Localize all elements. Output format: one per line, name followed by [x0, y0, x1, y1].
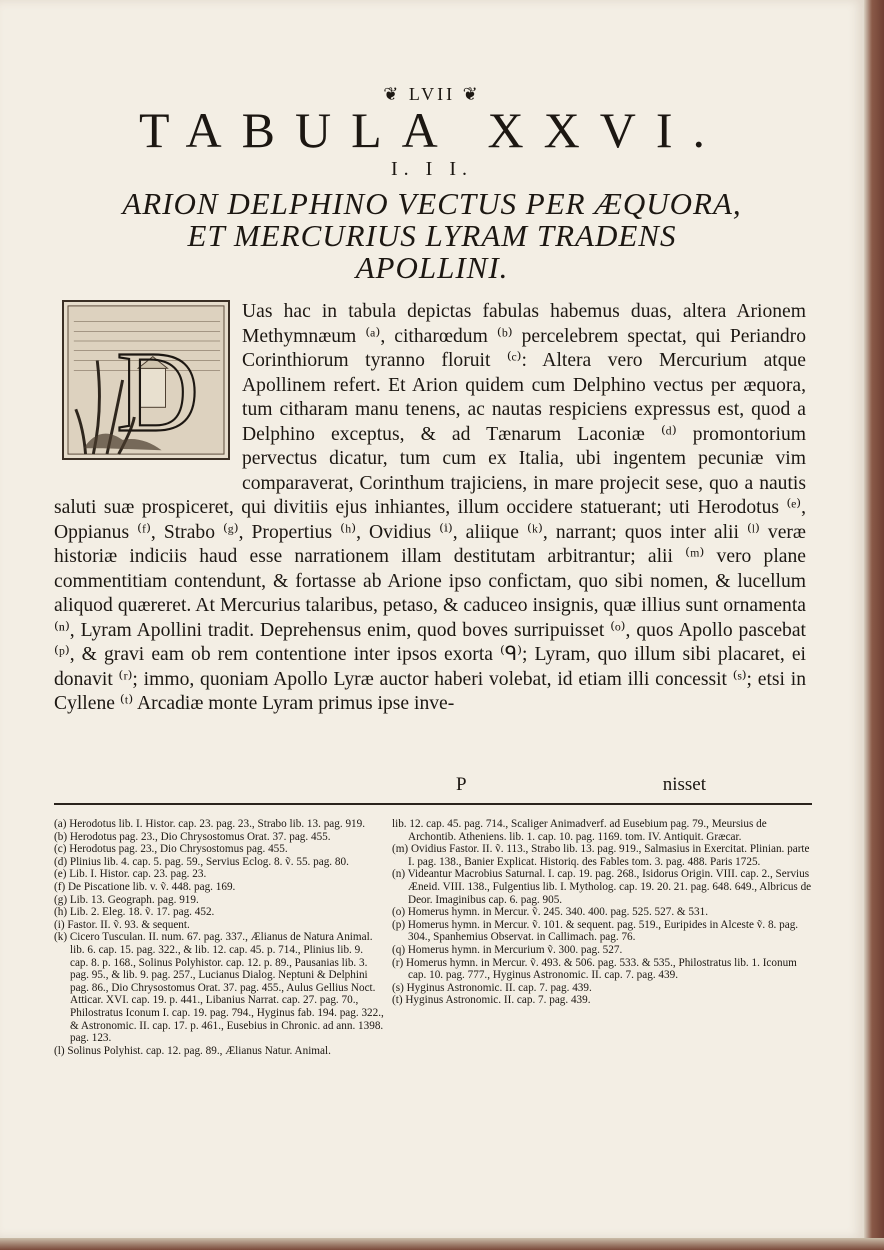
page-title: TABULA XXVI.: [139, 102, 725, 158]
body-paragraph: Uas hac in tabula depictas fabulas habemus duas, altera Arionem Methymnæum ⁽ᵃ⁾, citharœdum ⁽ᵇ⁾ percelebrem spectat, qui Periandro Corinthiorum tyranno floruit ⁽ᶜ⁾: Altera vero Mercurium atque Apollinem refert. Et Arion quidem cum Delphino vectus per æquora, tum citharam manu tenens, ac nautas respiciens expressus est, quod a Delphino exceptus, & ad Tænarum Laconiæ ⁽ᵈ⁾ promontorium pervectus dicatur, tum cum ex Italia, ubi ingentem pecuniæ vim comparaverat, Corinthum trajiciens, in mare projecit sese, quo a nautis saluti suæ prospiceret, qui divitiis ejus inhiantes, illum occidere statuerant; uti Herodotus ⁽ᵉ⁾, Oppianus ⁽ᶠ⁾, Strabo ⁽ᵍ⁾, Propertius ⁽ʰ⁾, Ovidius ⁽ⁱ⁾, aliique ⁽ᵏ⁾, narrant; quos inter alii ⁽ˡ⁾ veræ historiæ indiciis haud esse narrationem illam destitutam arbitrantur; alii ⁽ᵐ⁾ vero plane commentitiam contendunt, & fortasse ab Arione ipso confictam, quo sibi nomen, & lucellum aliquod quæreret. At Mercurius talaribus, petaso, & caduceo insignis, quæ illius sunt ornamenta ⁽ⁿ⁾, Lyram Apollini tradit. Deprehensus enim, quod boves surripuisset ⁽ᵒ⁾, quos Apollo pascebat ⁽ᵖ⁾, & gravi eam ob rem contentione inter ipsos exorta ⁽ᑫ⁾; Lyram, quo illum sibi placaret, ei donavit ⁽ʳ⁾; immo, quoniam Apollo Lyræ auctor haberi volebat, id etiam illi concessit ⁽ˢ⁾; etsi in Cyllene ⁽ᵗ⁾ Arcadiæ monte Lyram primus ipse inve-: [54, 301, 806, 714]
footnote: (m) Ovidius Fastor. II. ṽ. 113., Strabo lib. 13. pag. 919., Salmasius in Exercitat. Plinian. parte I. pag. 138., Banier Explicat. Historiq. des Fables tom. 3. pag. 488. Paris 1725.: [392, 843, 810, 868]
footnote: (c) Herodotus pag. 23., Dio Chrysostomus pag. 455.: [54, 843, 288, 856]
footnote: (k) Cicero Tusculan. II. num. 67. pag. 337., Ælianus de Natura Animal. lib. 6. cap. 15. pag. 322., & lib. 12. cap. 45. p. 714., Plinius lib. 9. cap. 8. p. 168., Solinus Polyhistor. cap. 12. p. 89., Pausanias lib. 3. pag. 95., & lib. 9. pag. 257., Lucianus Dialog. Neptuni & Delphini pag. 86., Dio Chrysostomus Orat. 37. pag. 455., Aulus Gellius Noct. Atticar. XVI. cap. 19. p. 441., Libanius Narrat. cap. 27. pag. 70., Philostratus Iconum I. cap. 19. pag. 794., Hyginus fab. 194. pag. 322., & Astronomic. II. cap. 17. p. 461., Eusebius in Chronic. ad ann. 1398. pag. 123.: [54, 931, 384, 1045]
footnote: (q) Homerus hymn. in Mercurium ṽ. 300. pag. 527.: [392, 943, 623, 956]
footnote: (n) Videantur Macrobius Saturnal. I. cap. 19. pag. 268., Isidorus Origin. VIII. cap. 2., Servius Æneid. VIII. 138., Fulgentius lib. I. Mytholog. cap. 19. 20. 21. pag. 648. 649., Albricus de Deor. Imaginibus cap. 6. pag. 905.: [392, 868, 812, 906]
page-edge: [864, 0, 884, 1250]
footnote: (r) Homerus hymn. in Mercur. ṽ. 493. & 506. pag. 533. & 535., Philostratus lib. 1. Iconum cap. 10. pag. 777., Hyginus Astronomic. II. cap. 7. pag. 439.: [392, 956, 797, 982]
footnotes-left: [54, 818, 384, 1057]
subtitle: [60, 188, 804, 284]
footnotes-right: [392, 818, 812, 1007]
footnote: (t) Hyginus Astronomic. II. cap. 7. pag. 439.: [392, 994, 591, 1007]
subtitle-line: APOLLINI.: [355, 250, 509, 285]
footnote: (p) Homerus hymn. in Mercur. ṽ. 101. & sequent. pag. 519., Euripides in Alceste ṽ. 8. pag. 304., Spanhemius Observat. in Callimach. pag. 76.: [392, 918, 799, 944]
signature-mark: P: [456, 774, 467, 795]
footnote: (l) Solinus Polyhist. cap. 12. pag. 89., Ælianus Natur. Animal.: [54, 1044, 331, 1057]
footnote: (o) Homerus hymn. in Mercur. ṽ. 245. 340. 400. pag. 525. 527. & 531.: [392, 906, 709, 919]
body-text: [54, 300, 806, 717]
footnote-rule: [54, 803, 812, 805]
initial-letter: D: [116, 327, 200, 456]
footnote: (h) Lib. 2. Eleg. 18. ṽ. 17. pag. 452.: [54, 906, 215, 919]
footnote: (s) Hyginus Astronomic. II. cap. 7. pag. 439.: [392, 981, 592, 994]
plate-label: ❦ LVII ❦: [383, 84, 481, 104]
footnote: (i) Fastor. II. ṽ. 93. & sequent.: [54, 918, 190, 931]
footnote: (f) De Piscatione lib. v. ṽ. 448. pag. 169.: [54, 880, 236, 893]
subtitle-line: ARION DELPHINO VECTUS PER ÆQUORA,: [122, 186, 742, 221]
subtitle-line: ET MERCURIUS LYRAM TRADENS: [187, 218, 677, 253]
footnote: lib. 12. cap. 45. pag. 714., Scaliger Animadverf. ad Eusebium pag. 79., Meursius de Archontib. Atheniens. lib. 1. cap. 10. pag. 1169. tom. IV. Antiquit. Græcar.: [392, 818, 767, 843]
footnote: (d) Plinius lib. 4. cap. 5. pag. 59., Servius Eclog. 8. ṽ. 55. pag. 80.: [54, 855, 349, 868]
footnote: (e) Lib. I. Histor. cap. 23. pag. 23.: [54, 868, 207, 881]
footnote: (b) Herodotus pag. 23., Dio Chrysostomus Orat. 37. pag. 455.: [54, 830, 331, 843]
page-bottom-edge: [0, 1238, 884, 1250]
catchword: nisset: [662, 774, 706, 795]
footnote: (a) Herodotus lib. I. Histor. cap. 23. pag. 23., Strabo lib. 13. pag. 919.: [54, 818, 366, 830]
plate-numbers: I. I I.: [391, 158, 473, 180]
footnote: (g) Lib. 13. Geograph. pag. 919.: [54, 893, 199, 906]
